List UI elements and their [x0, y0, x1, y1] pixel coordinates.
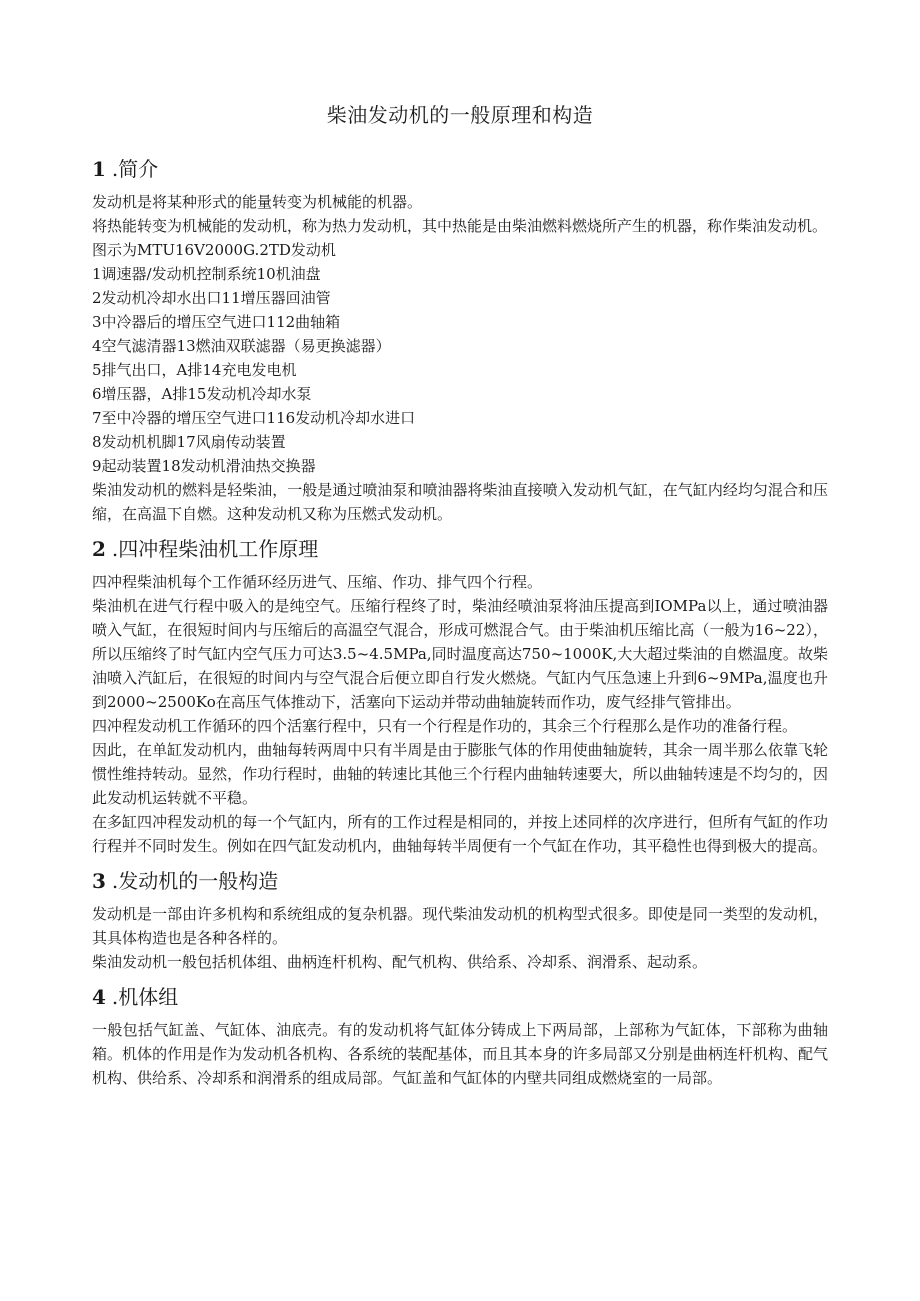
paragraph: 将热能转变为机械能的发动机，称为热力发动机，其中热能是由柴油燃料燃烧所产生的机器，称作柴油发动机。	[92, 217, 828, 235]
paragraph: 图示为MTU16V2000G.2TD发动机	[92, 241, 336, 259]
section-heading-text: .机体组	[111, 985, 179, 1009]
document-body	[92, 154, 828, 1090]
paragraph: 1调速器/发动机控制系统10机油盘	[92, 265, 321, 283]
section-number: 2	[92, 537, 106, 561]
paragraph: 柴油机在进气行程中吸入的是纯空气。压缩行程终了时，柴油经喷油泵将油压提高到IOMPa以上，通过喷油器喷入气缸，在很短时间内与压缩后的高温空气混合，形成可燃混合气。由于柴油机压缩比高（一般为16~22），所以压缩终了时气缸内空气压力可达3.5~4.5MPa,同时温度高达750~1000K,大大超过柴油的自燃温度。故柴油喷入汽缸后，在很短的时间内与空气混合后便立即自行发火燃烧。气缸内气压急速上升到6~9MPa,温度也升到2000~2500Ko在高压气体推动下，活塞向下运动并带动曲轴旋转而作功，废气经排气管排出。	[92, 597, 828, 711]
section-number: 1	[92, 157, 106, 181]
section-heading-text: .简介	[111, 157, 159, 181]
section-4	[92, 982, 828, 1090]
section-3	[92, 866, 828, 974]
paragraph: 四冲程柴油机每个工作循环经历进气、压缩、作功、排气四个行程。	[92, 573, 543, 591]
paragraph: 4空气滤清器13燃油双联滤器（易更换滤器）	[92, 337, 391, 355]
section-1	[92, 154, 828, 526]
paragraph: 发动机是将某种形式的能量转变为机械能的机器。	[92, 193, 423, 211]
paragraph: 2发动机冷却水出口11增压器回油管	[92, 289, 331, 307]
paragraph: 7至中冷器的增压空气进口116发动机冷却水进口	[92, 409, 416, 427]
section-heading-text: .发动机的一般构造	[111, 869, 279, 893]
paragraph: 柴油发动机的燃料是轻柴油，一般是通过喷油泵和喷油器将柴油直接喷入发动机气缸，在气缸内经均匀混合和压缩，在高温下自燃。这种发动机又称为压燃式发动机。	[92, 481, 828, 523]
paragraph: 因此，在单缸发动机内，曲轴每转两周中只有半周是由于膨胀气体的作用使曲轴旋转，其余一周半那么依靠飞轮惯性维持转动。显然，作功行程时，曲轴的转速比其他三个行程内曲轴转速要大，所以曲轴转速是不均匀的，因此发动机运转就不平稳。	[92, 741, 828, 807]
section-heading	[92, 534, 828, 564]
document-title: 柴油发动机的一般原理和构造	[326, 103, 594, 127]
paragraph: 柴油发动机一般包括机体组、曲柄连杆机构、配气机构、供给系、冷却系、润滑系、起动系。	[92, 953, 708, 971]
paragraph: 在多缸四冲程发动机的每一个气缸内，所有的工作过程是相同的，并按上述同样的次序进行，但所有气缸的作功行程并不同时发生。例如在四气缸发动机内，曲轴每转半周便有一个气缸在作功，其平稳性也得到极大的提高。	[92, 813, 828, 855]
paragraph: 5排气出口，A排14充电发电机	[92, 361, 297, 379]
paragraph: 9起动装置18发动机滑油热交换器	[92, 457, 316, 475]
section-number: 4	[92, 985, 106, 1009]
section-heading	[92, 866, 828, 896]
document-page	[92, 100, 828, 1098]
paragraph: 发动机是一部由许多机构和系统组成的复杂机器。现代柴油发动机的机构型式很多。即使是同一类型的发动机，其具体构造也是各种各样的。	[92, 905, 828, 947]
section-heading	[92, 154, 828, 184]
paragraph: 6增压器，A排15发动机冷却水泵	[92, 385, 312, 403]
section-number: 3	[92, 869, 106, 893]
section-2	[92, 534, 828, 858]
paragraph: 四冲程发动机工作循环的四个活塞行程中，只有一个行程是作功的，其余三个行程那么是作功的准备行程。	[92, 717, 798, 735]
section-heading-text: .四冲程柴油机工作原理	[111, 537, 319, 561]
section-heading	[92, 982, 828, 1012]
paragraph: 8发动机机脚17风扇传动装置	[92, 433, 286, 451]
paragraph: 一般包括气缸盖、气缸体、油底壳。有的发动机将气缸体分铸成上下两局部，上部称为气缸体，下部称为曲轴箱。机体的作用是作为发动机各机构、各系统的装配基体，而且其本身的许多局部又分别是曲柄连杆机构、配气机构、供给系、冷却系和润滑系的组成局部。气缸盖和气缸体的内壁共同组成燃烧室的一局部。	[92, 1021, 828, 1087]
paragraph: 3中冷器后的增压空气进口112曲轴箱	[92, 313, 341, 331]
